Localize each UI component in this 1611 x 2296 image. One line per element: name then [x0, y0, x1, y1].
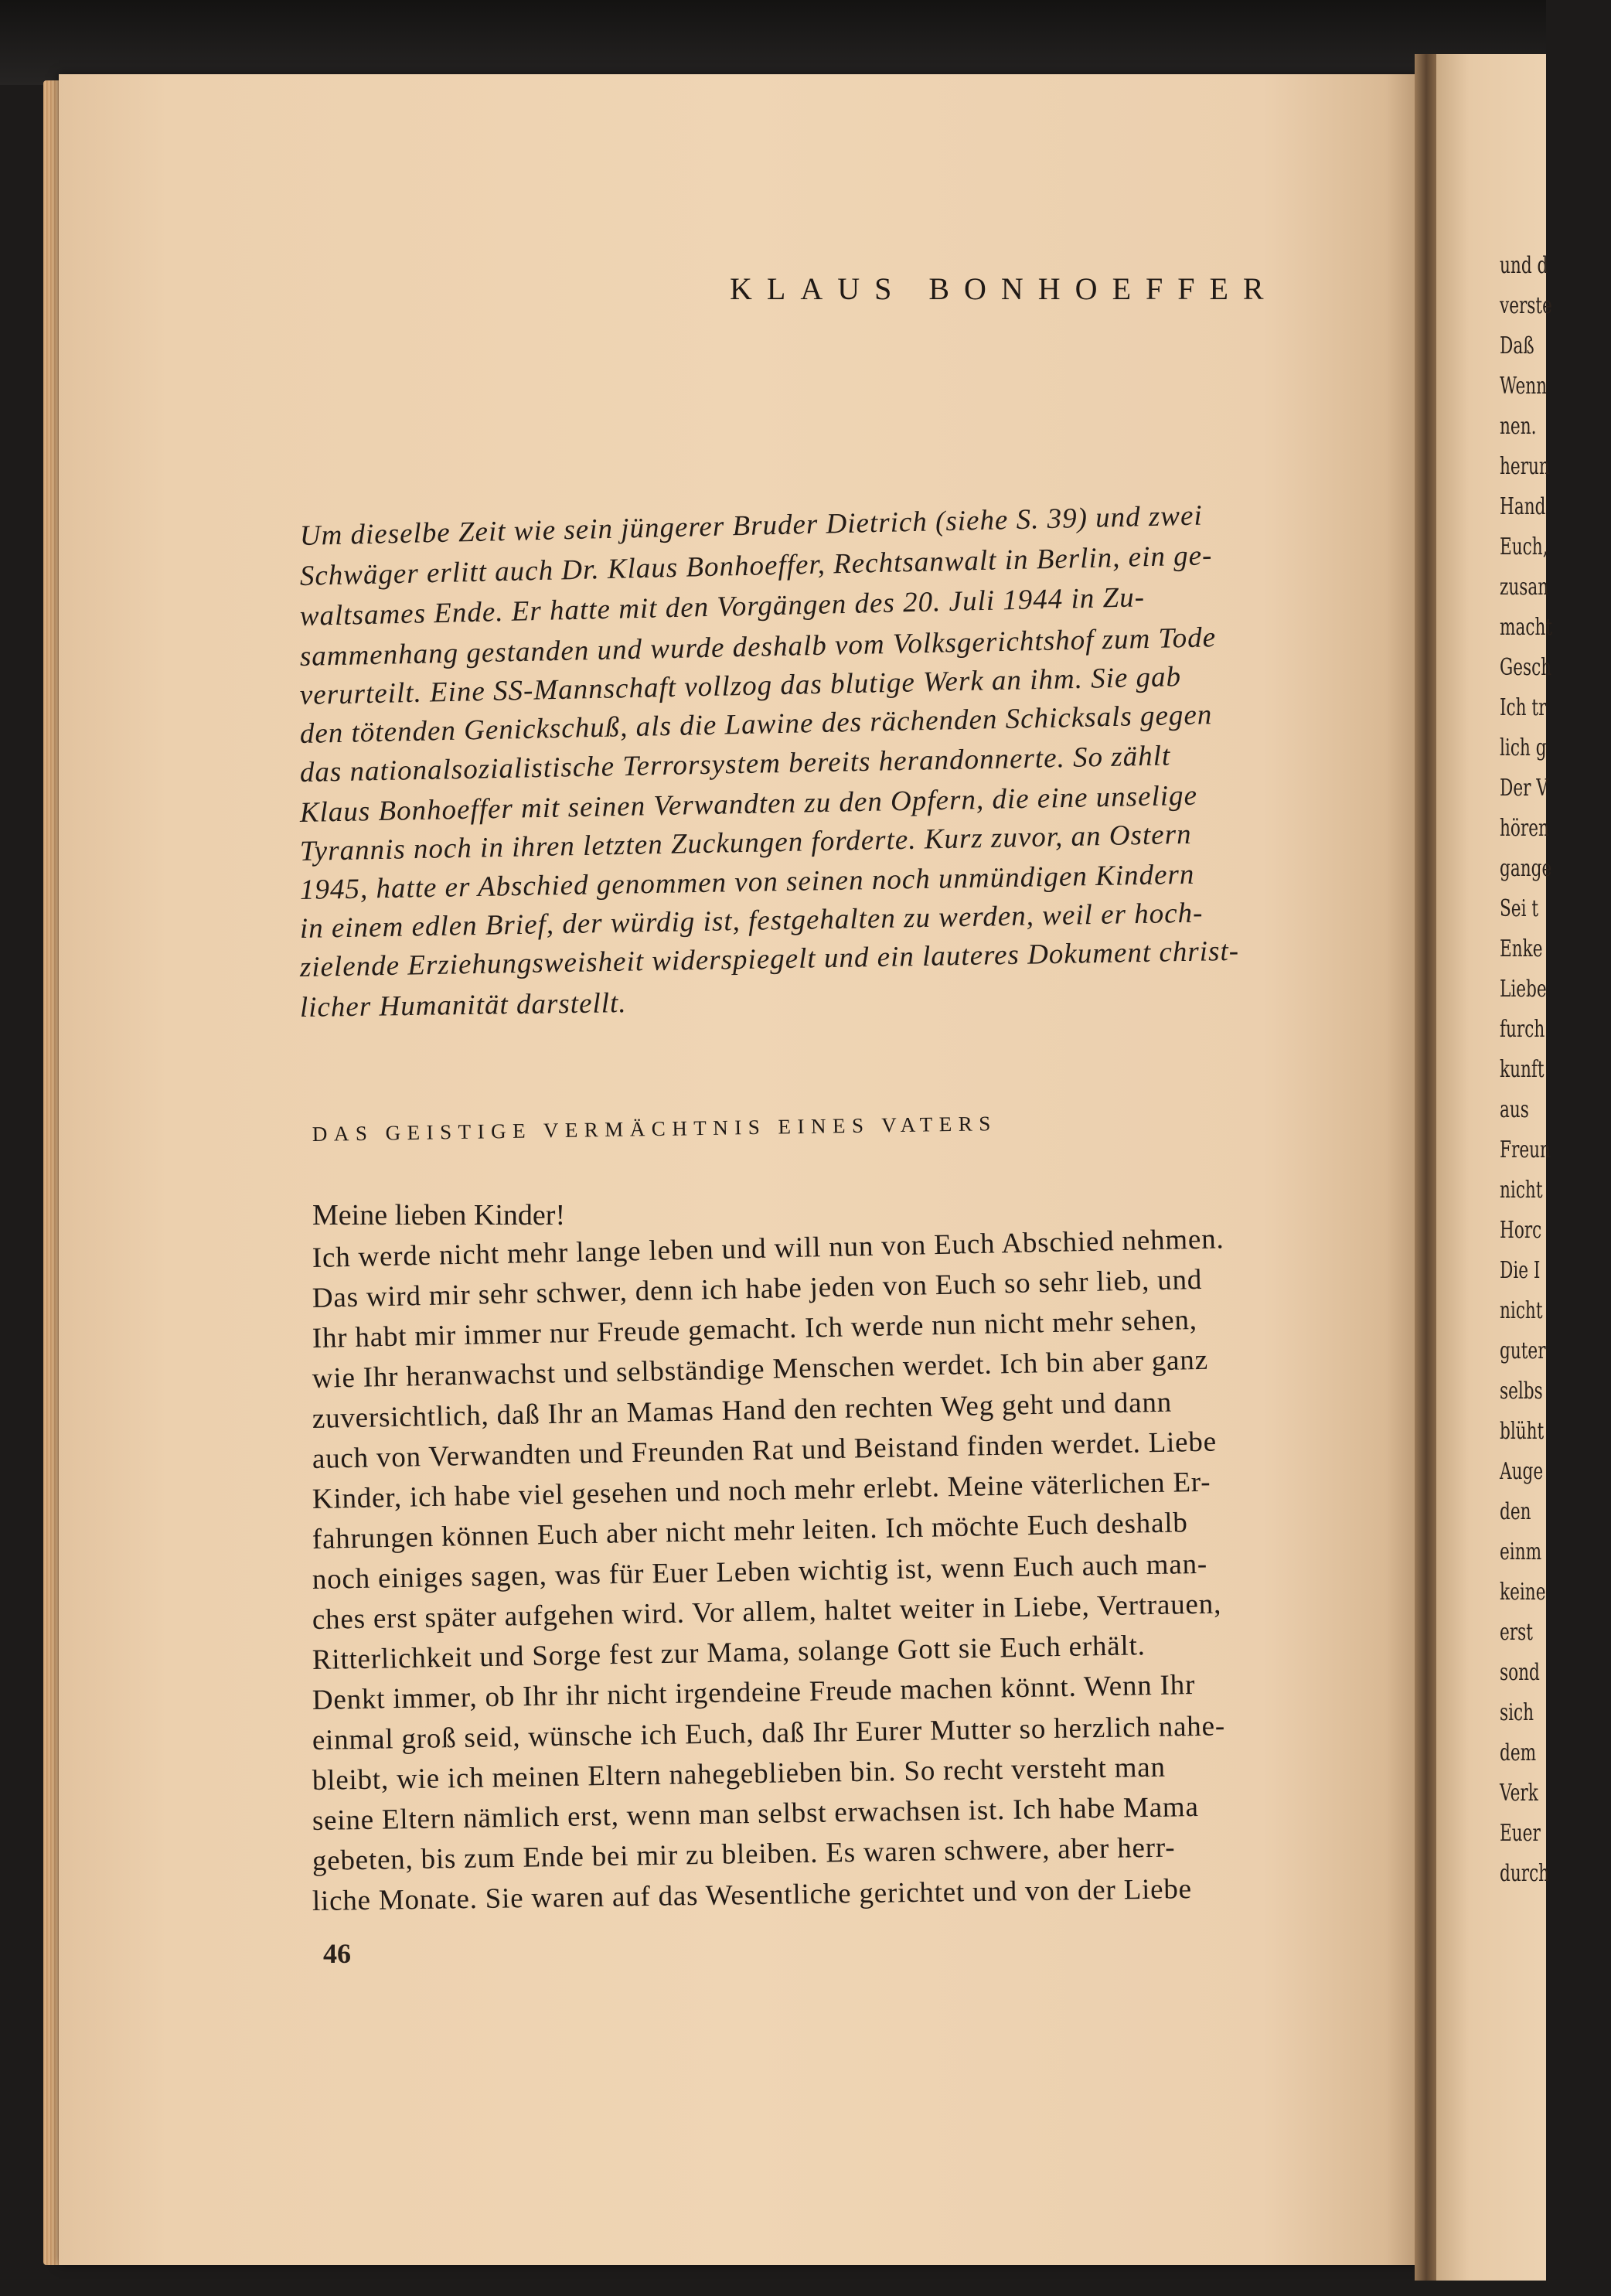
next-page-line: kunft — [1500, 1056, 1545, 1083]
intro-line: Schwäger erlitt auch Dr. Klaus Bonhoeffer, Rechtsanwalt in Berlin, ein ge- — [299, 540, 1213, 592]
letter-line: noch einiges sagen, was für Euer Leben wichtig ist, wenn Euch auch man- — [312, 1548, 1208, 1596]
letter-line: wie Ihr heranwachst und selbständige Menschen werdet. Ich bin aber ganz — [312, 1344, 1209, 1395]
next-page-line: Daß — [1500, 332, 1534, 359]
intro-line: Klaus Bonhoeffer mit seinen Verwandten zu den Opfern, die eine unselige — [299, 779, 1198, 829]
next-page-line: aus — [1500, 1096, 1529, 1123]
next-page-line: Freun — [1500, 1136, 1551, 1163]
letter-line: Ihr habt mir immer nur Freude gemacht. Ich werde nun nicht mehr sehen, — [312, 1304, 1198, 1354]
next-page-line: und d — [1500, 252, 1548, 279]
next-page-line: Verk — [1500, 1780, 1538, 1807]
next-page-line: erst — [1500, 1619, 1533, 1646]
letter-line: Denkt immer, ob Ihr ihr nicht irgendeine Freude machen könnt. Wenn Ihr — [312, 1669, 1196, 1716]
next-page-line: durch — [1500, 1860, 1550, 1887]
intro-line: sammenhang gestanden und wurde deshalb vom Volksgerichtshof zum Tode — [299, 622, 1217, 673]
next-page-line: sond — [1500, 1659, 1540, 1686]
letter-salutation: Meine lieben Kinder! — [312, 1199, 566, 1231]
next-page-line: hören — [1500, 815, 1549, 842]
next-page-line: Sei t — [1500, 895, 1539, 922]
next-page-line: herun — [1500, 453, 1550, 480]
intro-line: in einem edlen Brief, der würdig ist, festgehalten zu werden, weil er hoch- — [299, 897, 1204, 945]
next-page-line: einm — [1500, 1538, 1542, 1565]
letter-line: gebeten, bis zum Ende bei mir zu bleiben. Es waren schwere, aber herr- — [312, 1831, 1176, 1877]
next-page-line: guter — [1500, 1337, 1546, 1364]
next-page-line: nen. — [1500, 413, 1537, 440]
next-page-line: furch — [1500, 1016, 1545, 1043]
next-page-line: macht — [1500, 614, 1553, 641]
intro-line: waltsames Ende. Er hatte mit den Vorgängen des 20. Juli 1944 in Zu- — [299, 581, 1146, 632]
book-page-left — [59, 74, 1427, 2265]
next-page-line: dem — [1500, 1739, 1537, 1766]
next-page-line: Der V — [1500, 775, 1548, 802]
next-page-line: sich — [1500, 1699, 1534, 1726]
next-page-line: keine — [1500, 1579, 1546, 1606]
letter-line: Ritterlichkeit und Sorge fest zur Mama, solange Gott sie Euch erhält. — [312, 1630, 1146, 1676]
next-page-line: Enke — [1500, 935, 1543, 962]
letter-line: einmal groß seid, wünsche ich Euch, daß Ihr Eurer Mutter so herzlich nahe- — [312, 1710, 1226, 1756]
next-page-line: selbs — [1500, 1378, 1543, 1405]
section-heading: DAS GEISTIGE VERMÄCHTNIS EINES VATERS — [312, 1112, 998, 1146]
next-page-line: nicht — [1500, 1297, 1543, 1324]
intro-line: den tötenden Genickschuß, als die Lawine des rächenden Schicksals gegen — [299, 699, 1213, 750]
letter-line: Kinder, ich habe viel gesehen und noch mehr erlebt. Meine väterlichen Er- — [312, 1466, 1211, 1515]
next-page-line: Euch, — [1500, 533, 1548, 560]
intro-line: das nationalsozialistische Terrorsystem bereits herandonnerte. So zählt — [299, 740, 1171, 789]
next-page-line: Gesch — [1500, 654, 1552, 681]
next-page-line: Liebe — [1500, 976, 1547, 1003]
letter-line: auch von Verwandten und Freunden Rat und Beistand finden werdet. Liebe — [312, 1426, 1218, 1475]
next-page-line: Wenn — [1500, 373, 1548, 400]
next-page-line: Euer — [1500, 1820, 1541, 1847]
intro-line: verurteilt. Eine SS-Mannschaft vollzog das blutige Werk an ihm. Sie gab — [299, 661, 1182, 711]
background-top — [0, 0, 1546, 85]
letter-line: bleibt, wie ich meinen Eltern nahegeblieben bin. So recht versteht man — [312, 1751, 1167, 1797]
next-page-line: lich g — [1500, 734, 1547, 761]
next-page-line: nicht — [1500, 1177, 1543, 1204]
letter-line: zuversichtlich, daß Ihr an Mamas Hand den rechten Weg geht und dann — [312, 1386, 1173, 1435]
next-page-line: Auge — [1500, 1458, 1544, 1485]
intro-line: licher Humanität darstellt. — [299, 987, 627, 1024]
intro-line: Um dieselbe Zeit wie sein jüngerer Bruder Dietrich (siehe S. 39) und zwei — [299, 499, 1204, 552]
letter-line: liche Monate. Sie waren auf das Wesentliche gerichtet und von der Liebe — [312, 1873, 1193, 1917]
letter-line: fahrungen können Euch aber nicht mehr leiten. Ich möchte Euch deshalb — [312, 1507, 1188, 1555]
intro-line: zielende Erziehungsweisheit widerspiegelt und ein lauteres Dokument christ- — [299, 935, 1240, 983]
intro-line: 1945, hatte er Abschied genommen von seinen noch unmündigen Kindern — [299, 858, 1195, 906]
running-head: KLAUS BONHOEFFER — [730, 271, 1279, 306]
next-page-line: den — [1500, 1498, 1531, 1525]
next-page-line: gange — [1500, 855, 1552, 882]
book-page-right — [1436, 54, 1553, 2281]
book-gutter — [1415, 54, 1438, 2281]
next-page-line: Horc — [1500, 1217, 1542, 1244]
next-page-line: Hand — [1500, 493, 1546, 520]
next-page-line: Ich tr — [1500, 694, 1547, 721]
letter-line: seine Eltern nämlich erst, wenn man selbst erwachsen ist. Ich habe Mama — [312, 1790, 1200, 1837]
next-page-line: blüht — [1500, 1418, 1545, 1445]
next-page-line: Die I — [1500, 1257, 1541, 1284]
letter-line: ches erst später aufgehen wird. Vor allem, haltet weiter in Liebe, Vertrauen, — [312, 1588, 1222, 1636]
next-page-line: verste — [1500, 292, 1552, 319]
next-page-line: zusan — [1500, 574, 1549, 601]
intro-line: Tyrannis noch in ihren letzten Zuckungen forderte. Kurz zuvor, an Ostern — [299, 818, 1192, 867]
letter-line: Ich werde nicht mehr lange leben und will nun von Euch Abschied nehmen. — [312, 1223, 1224, 1274]
letter-line: Das wird mir sehr schwer, denn ich habe jeden von Euch so sehr lieb, und — [312, 1263, 1203, 1314]
page-number: 46 — [323, 1938, 351, 1969]
